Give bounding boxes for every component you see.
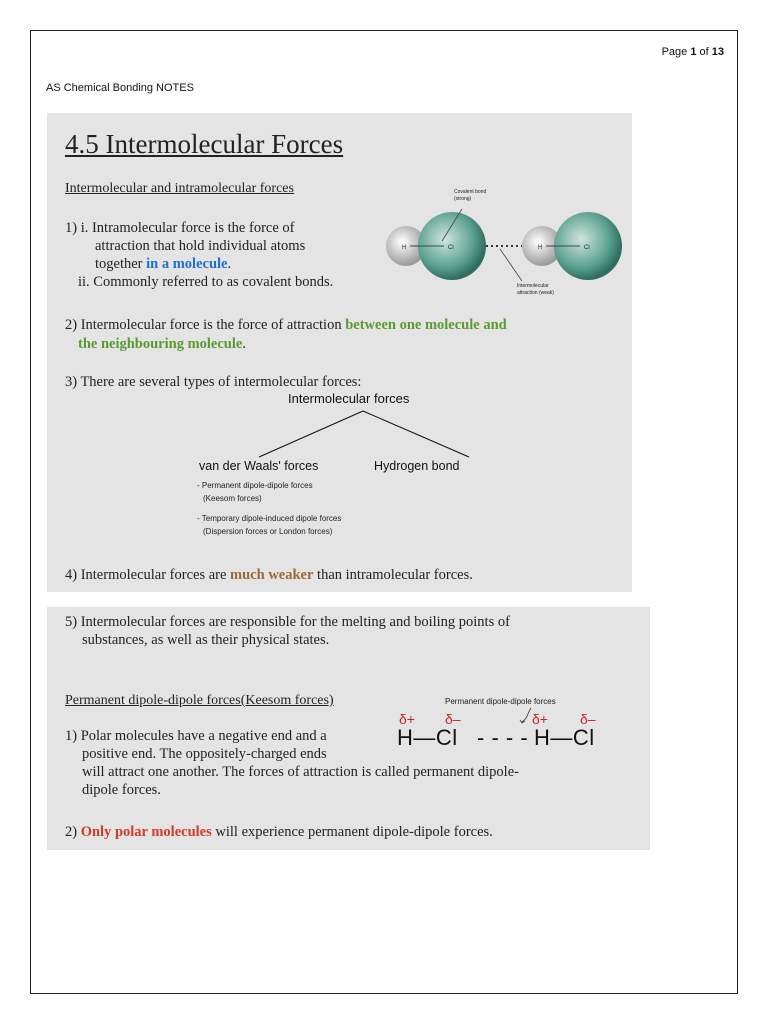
- covalent-label: Covalent bond: [454, 189, 487, 195]
- emphasis-between-molecules: between one molecule and: [345, 317, 507, 333]
- s2-point-1-line-b: positive end. The oppositely-charged ends: [82, 746, 327, 762]
- tree-left-note-1b: (Keesom forces): [203, 494, 262, 503]
- tree-left-label: van der Waals' forces: [199, 459, 319, 473]
- slide-intermolecular-forces: [47, 113, 632, 592]
- intermolecular-sublabel: attraction (weak): [517, 290, 554, 296]
- tree-root-label: Intermolecular forces: [288, 391, 410, 406]
- point-4: 4) Intermolecular forces are much weaker than intramolecular forces.: [65, 567, 473, 583]
- intermolecular-label: Intermolecular: [517, 283, 549, 289]
- tree-left-note-2b: (Dispersion forces or London forces): [203, 527, 333, 536]
- slide-title: 4.5 Intermolecular Forces: [65, 129, 344, 159]
- s2-point-1-line-c: will attract one another. The forces of attraction is called permanent dipole-: [82, 764, 519, 780]
- s2-point-1-line-d: dipole forces.: [82, 782, 161, 798]
- hcl-molecule-left: H—Cl: [397, 725, 458, 750]
- tree-branches: [247, 409, 477, 461]
- h-label-2: H: [538, 245, 543, 251]
- point-2-line-b: the neighbouring molecule.: [78, 336, 246, 352]
- cl-label-1: Cl: [448, 245, 454, 251]
- covalent-sublabel: (strong): [454, 196, 472, 202]
- emphasis-neighbouring-molecule: the neighbouring molecule: [78, 336, 243, 352]
- emphasis-in-a-molecule: in a molecule: [146, 256, 228, 272]
- h-label-1: H: [402, 245, 407, 251]
- point-2-line-a: 2) Intermolecular force is the force of attraction between one molecule and: [65, 317, 507, 333]
- slide-permanent-dipole: [47, 607, 650, 850]
- page-number: Page 1 of 13: [661, 46, 724, 58]
- hcl-molecule-diagram: [382, 183, 622, 303]
- intermolecular-pointer: [500, 249, 522, 281]
- tree-left-note-1a: - Permanent dipole-dipole forces: [197, 481, 313, 490]
- s2-point-1-line-a: 1) Polar molecules have a negative end and a: [65, 728, 327, 744]
- point-5-line-b: substances, as well as their physical states.: [82, 632, 330, 648]
- emphasis-much-weaker: much weaker: [230, 567, 314, 583]
- point-1-line-b: attraction that hold individual atoms: [95, 238, 306, 254]
- point-1-line-a: 1) i. Intramolecular force is the force of: [65, 220, 295, 236]
- point-1-line-c: together in a molecule.: [95, 256, 232, 272]
- emphasis-only-polar: Only polar molecules: [80, 824, 212, 840]
- s2-point-2: 2) Only polar molecules will experience permanent dipole-dipole forces.: [65, 824, 493, 840]
- dipole-label: Permanent dipole-dipole forces: [445, 697, 556, 706]
- slide-subtitle: Intermolecular and intramolecular forces: [65, 181, 294, 196]
- tree-left-note-2a: - Temporary dipole-induced dipole forces: [197, 514, 342, 523]
- point-3: 3) There are several types of intermolecular forces:: [65, 374, 362, 390]
- slide2-subtitle: Permanent dipole-dipole forces(Keesom forces): [65, 693, 334, 708]
- dipole-dipole-diagram: [397, 691, 642, 751]
- tree-right-label: Hydrogen bond: [374, 459, 460, 473]
- dipole-dashes: - - - -: [477, 725, 529, 750]
- hcl-molecule-right: H—Cl: [534, 725, 595, 750]
- delta-minus-2: δ–: [580, 711, 596, 727]
- point-5-line-a: 5) Intermolecular forces are responsible for the melting and boiling points of: [65, 614, 510, 630]
- delta-plus-1: δ+: [399, 711, 415, 727]
- page-total: 13: [711, 46, 724, 58]
- document-title: AS Chemical Bonding NOTES: [46, 82, 194, 94]
- delta-plus-2: δ+: [532, 711, 548, 727]
- delta-minus-1: δ–: [445, 711, 461, 727]
- point-1-line-d: ii. Commonly referred to as covalent bonds.: [78, 274, 334, 290]
- cl-label-2: Cl: [584, 245, 590, 251]
- page-current: 1: [690, 46, 697, 58]
